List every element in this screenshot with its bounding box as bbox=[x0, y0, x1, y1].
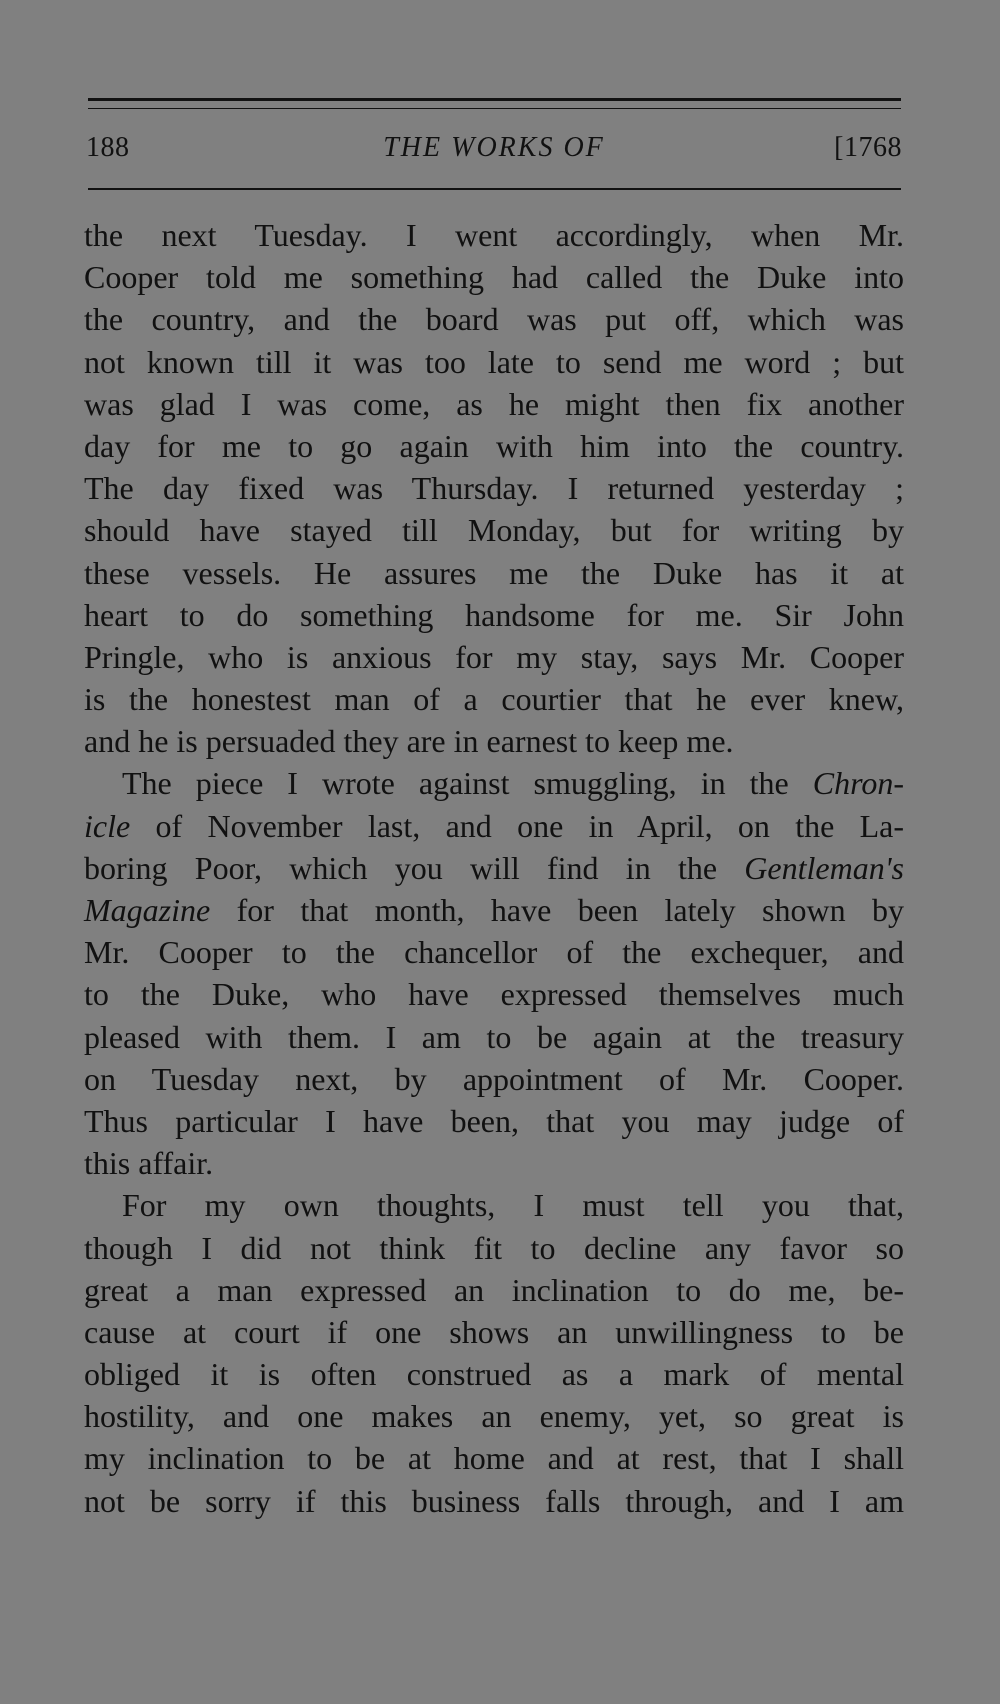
text-line: these vessels. He assures me the Duke has it at bbox=[84, 554, 904, 591]
page-number: 188 bbox=[86, 132, 130, 163]
running-head bbox=[86, 132, 902, 172]
text-line: not be sorry if this business falls through, and I am bbox=[84, 1482, 904, 1519]
text-line: cause at court if one shows an unwillingness to be bbox=[84, 1313, 904, 1350]
text-line: boring Poor, which you will find in the Gentleman's bbox=[84, 849, 904, 886]
text-line: is the honestest man of a courtier that he ever knew, bbox=[84, 681, 904, 718]
text-line: not known till it was too late to send me word ; but bbox=[84, 343, 904, 380]
text-line: Pringle, who is anxious for my stay, says Mr. Cooper bbox=[84, 638, 904, 675]
text-line: and he is persuaded they are in earnest to keep me. bbox=[84, 723, 734, 760]
header-rule-thin bbox=[88, 108, 901, 109]
text-line: hostility, and one makes an enemy, yet, so great is bbox=[84, 1398, 904, 1435]
header-rule-thick bbox=[88, 98, 901, 101]
text-line: to the Duke, who have expressed themselves much bbox=[84, 976, 904, 1013]
text-line: Mr. Cooper to the chancellor of the exchequer, and bbox=[84, 934, 904, 971]
running-year: [1768 bbox=[834, 132, 902, 163]
running-title: THE WORKS OF bbox=[383, 132, 605, 163]
text-line: heart to do something handsome for me. Sir John bbox=[84, 596, 904, 633]
text-line: For my own thoughts, I must tell you that, bbox=[122, 1187, 904, 1224]
text-line: icle of November last, and one in April, on the La- bbox=[84, 807, 904, 844]
text-line: on Tuesday next, by appointment of Mr. Cooper. bbox=[84, 1060, 904, 1097]
text-line: The piece I wrote against smuggling, in the Chron- bbox=[122, 765, 904, 802]
text-line: the country, and the board was put off, which was bbox=[84, 301, 904, 338]
body-text bbox=[84, 214, 904, 1522]
text-line: Cooper told me something had called the Duke into bbox=[84, 259, 904, 296]
text-line: Magazine for that month, have been lately shown by bbox=[84, 892, 904, 928]
text-line: the next Tuesday. I went accordingly, when Mr. bbox=[84, 217, 904, 253]
text-line: The day fixed was Thursday. I returned yesterday ; bbox=[84, 470, 904, 507]
text-line: day for me to go again with him into the country. bbox=[84, 427, 904, 464]
text-line: pleased with them. I am to be again at the treasury bbox=[84, 1018, 904, 1055]
text-line: Thus particular I have been, that you may judge of bbox=[84, 1102, 904, 1139]
text-line: was glad I was come, as he might then fix another bbox=[84, 385, 904, 422]
text-line: though I did not think fit to decline any favor so bbox=[84, 1229, 904, 1266]
text-line: my inclination to be at home and at rest, that I shall bbox=[84, 1440, 904, 1477]
header-underline-rule bbox=[88, 188, 901, 190]
text-line: should have stayed till Monday, but for writing by bbox=[84, 512, 904, 549]
text-line: obliged it is often construed as a mark of mental bbox=[84, 1356, 904, 1393]
text-line: this affair. bbox=[84, 1145, 214, 1182]
text-line: great a man expressed an inclination to do me, be- bbox=[84, 1271, 904, 1308]
